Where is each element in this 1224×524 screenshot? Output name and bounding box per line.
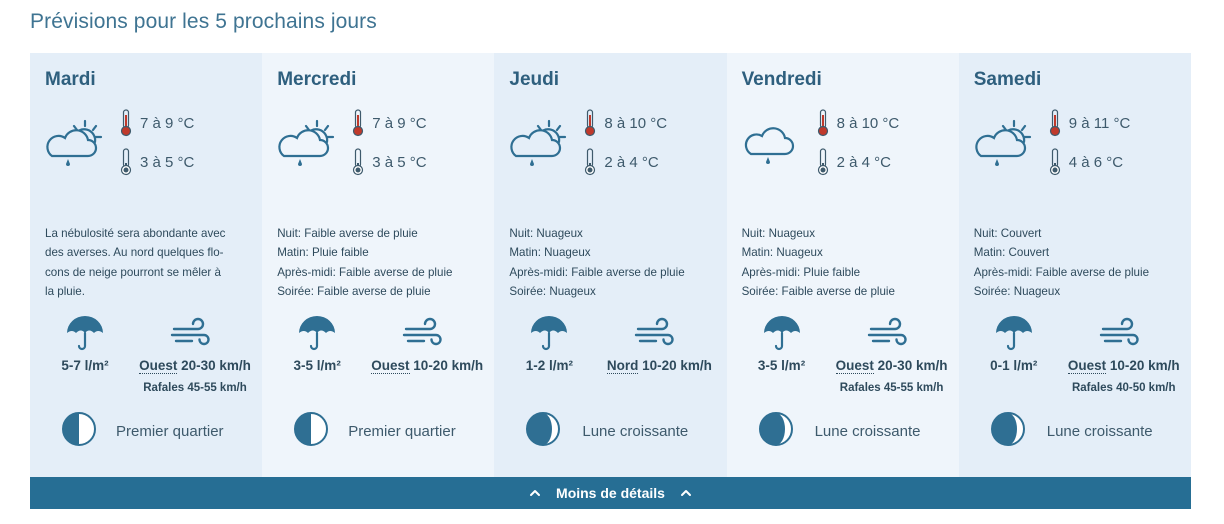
sun-cloud-rain-icon bbox=[508, 118, 572, 168]
wind-gusts: Rafales 45-55 km/h bbox=[143, 382, 247, 394]
forecast-day-mercredi bbox=[262, 53, 494, 477]
chevron-up-icon bbox=[528, 486, 542, 500]
thermometer-cold-icon bbox=[817, 148, 829, 176]
rain-amount: 0-1 l/m² bbox=[990, 358, 1038, 373]
rain-amount: 3-5 l/m² bbox=[293, 358, 341, 373]
wind-info bbox=[1059, 358, 1189, 373]
description-line: Nuit: Nuageux bbox=[741, 227, 816, 240]
day-name: Mardi bbox=[45, 69, 96, 90]
temp-max bbox=[120, 109, 194, 137]
temp-min-value: 3 à 5 °C bbox=[140, 153, 195, 171]
temp-min-value: 4 à 6 °C bbox=[1068, 153, 1124, 171]
moon-phase: Lune croissante bbox=[582, 423, 689, 440]
wind-speed: 20-30 km/h bbox=[873, 358, 948, 373]
rain-amount: 3-5 l/m² bbox=[757, 358, 806, 373]
wind-direction[interactable]: Ouest bbox=[139, 358, 178, 373]
sun-cloud-rain-icon bbox=[44, 118, 108, 168]
description-line: Après-midi: Faible averse de pluie bbox=[509, 265, 685, 279]
temp-max-value: 8 à 10 °C bbox=[604, 114, 668, 132]
forecast-day-vendredi bbox=[727, 53, 959, 477]
description-line: cons de neige pourront se mêler à bbox=[45, 265, 221, 279]
sun-cloud-rain-icon bbox=[276, 118, 340, 168]
day-description bbox=[742, 224, 947, 302]
wind-speed: 20-30 km/h bbox=[177, 358, 251, 373]
day-name: Samedi bbox=[973, 69, 1042, 90]
description-line: Matin: Couvert bbox=[973, 246, 1050, 260]
moon-phase: Lune croissante bbox=[1046, 423, 1153, 440]
description-line: Matin: Nuageux bbox=[509, 246, 591, 260]
description-line: Matin: Pluie faible bbox=[277, 246, 369, 260]
wind-info bbox=[130, 358, 260, 373]
umbrella-icon bbox=[529, 313, 569, 353]
wind-icon bbox=[1099, 317, 1139, 349]
temp-min bbox=[817, 148, 891, 176]
temp-min-value: 2 à 4 °C bbox=[604, 153, 659, 171]
thermometer-cold-icon bbox=[352, 148, 364, 176]
day-name: Jeudi bbox=[509, 69, 559, 90]
thermometer-cold-icon bbox=[1049, 148, 1061, 176]
temp-max-value: 9 à 11 °C bbox=[1068, 114, 1131, 132]
day-description bbox=[974, 224, 1179, 302]
umbrella-icon bbox=[762, 313, 802, 353]
toggle-label: Moins de détails bbox=[556, 485, 665, 501]
temp-min bbox=[584, 148, 658, 176]
rain-amount: 1-2 l/m² bbox=[525, 358, 573, 373]
description-line: Après-midi: Faible averse de pluie bbox=[277, 265, 453, 279]
wind-icon bbox=[402, 317, 442, 349]
temp-max-value: 8 à 10 °C bbox=[836, 114, 900, 132]
page-title: Prévisions pour les 5 prochains jours bbox=[30, 10, 377, 33]
less-details-toggle[interactable] bbox=[30, 477, 1191, 509]
thermometer-hot-icon bbox=[817, 109, 829, 137]
temp-max bbox=[1049, 109, 1131, 137]
temp-min bbox=[120, 148, 194, 176]
day-description bbox=[277, 224, 482, 302]
temp-min bbox=[352, 148, 426, 176]
wind-info bbox=[827, 358, 957, 373]
description-line: la pluie. bbox=[45, 285, 85, 299]
sun-cloud-rain-icon bbox=[973, 118, 1037, 168]
rain-amount: 5-7 l/m² bbox=[61, 358, 109, 373]
temp-max-value: 7 à 9 °C bbox=[140, 114, 195, 132]
moon-phase: Premier quartier bbox=[116, 423, 224, 440]
description-line: Matin: Nuageux bbox=[741, 246, 823, 260]
wind-gusts: Rafales 40-50 km/h bbox=[1071, 382, 1176, 394]
wind-info bbox=[594, 358, 724, 373]
wind-direction[interactable]: Ouest bbox=[1067, 358, 1107, 373]
umbrella-icon bbox=[297, 313, 337, 353]
thermometer-hot-icon bbox=[584, 109, 596, 137]
waxing-moon-icon bbox=[525, 411, 561, 447]
wind-gusts: Rafales 45-55 km/h bbox=[839, 382, 944, 394]
description-line: Soirée: Faible averse de pluie bbox=[277, 285, 431, 299]
forecast-day-samedi bbox=[959, 53, 1191, 477]
description-line: Nuit: Faible averse de pluie bbox=[277, 227, 418, 240]
temp-max bbox=[352, 109, 426, 137]
day-description bbox=[45, 224, 250, 302]
day-name: Mercredi bbox=[277, 69, 357, 90]
wind-direction[interactable]: Ouest bbox=[835, 358, 874, 373]
description-line: Soirée: Nuageux bbox=[973, 285, 1061, 299]
forecast-day-mardi bbox=[30, 53, 262, 477]
wind-icon bbox=[634, 317, 674, 349]
temp-max bbox=[817, 109, 900, 137]
chevron-up-icon bbox=[679, 486, 693, 500]
thermometer-hot-icon bbox=[352, 109, 364, 137]
wind-direction[interactable]: Nord bbox=[606, 358, 639, 373]
description-line: des averses. Au nord quelques flo- bbox=[45, 246, 224, 260]
wind-icon bbox=[170, 317, 210, 349]
temp-min-value: 3 à 5 °C bbox=[372, 153, 427, 171]
thermometer-hot-icon bbox=[1049, 109, 1061, 137]
wind-speed: 10-20 km/h bbox=[638, 358, 712, 373]
forecast-grid bbox=[30, 53, 1191, 477]
thermometer-hot-icon bbox=[120, 109, 132, 137]
waxing-moon-icon bbox=[990, 411, 1026, 447]
description-line: Soirée: Faible averse de pluie bbox=[741, 285, 895, 299]
temp-min-value: 2 à 4 °C bbox=[836, 153, 891, 171]
day-name: Vendredi bbox=[741, 69, 822, 90]
wind-info bbox=[362, 358, 492, 373]
day-description bbox=[509, 224, 714, 302]
temp-min bbox=[1049, 148, 1123, 176]
umbrella-icon bbox=[994, 313, 1034, 353]
moon-phase: Lune croissante bbox=[814, 423, 921, 440]
umbrella-icon bbox=[65, 313, 105, 353]
description-line: Nuit: Nuageux bbox=[509, 227, 583, 240]
cloud-rain-icon bbox=[741, 118, 805, 168]
first-quarter-moon-icon bbox=[293, 411, 329, 447]
description-line: Après-midi: Pluie faible bbox=[741, 265, 861, 279]
first-quarter-moon-icon bbox=[61, 411, 97, 447]
waxing-moon-icon bbox=[758, 411, 794, 447]
description-line: La nébulosité sera abondante avec bbox=[45, 227, 226, 240]
wind-direction[interactable]: Ouest bbox=[371, 358, 410, 373]
wind-speed: 10-20 km/h bbox=[1106, 358, 1180, 373]
description-line: Nuit: Couvert bbox=[973, 227, 1042, 240]
temp-max bbox=[584, 109, 667, 137]
forecast-day-jeudi bbox=[494, 53, 726, 477]
description-line: Après-midi: Faible averse de pluie bbox=[973, 265, 1150, 279]
wind-icon bbox=[867, 317, 907, 349]
wind-speed: 10-20 km/h bbox=[409, 358, 484, 373]
temp-max-value: 7 à 9 °C bbox=[372, 114, 427, 132]
thermometer-cold-icon bbox=[120, 148, 132, 176]
description-line: Soirée: Nuageux bbox=[509, 285, 596, 299]
thermometer-cold-icon bbox=[584, 148, 596, 176]
moon-phase: Premier quartier bbox=[348, 423, 456, 440]
